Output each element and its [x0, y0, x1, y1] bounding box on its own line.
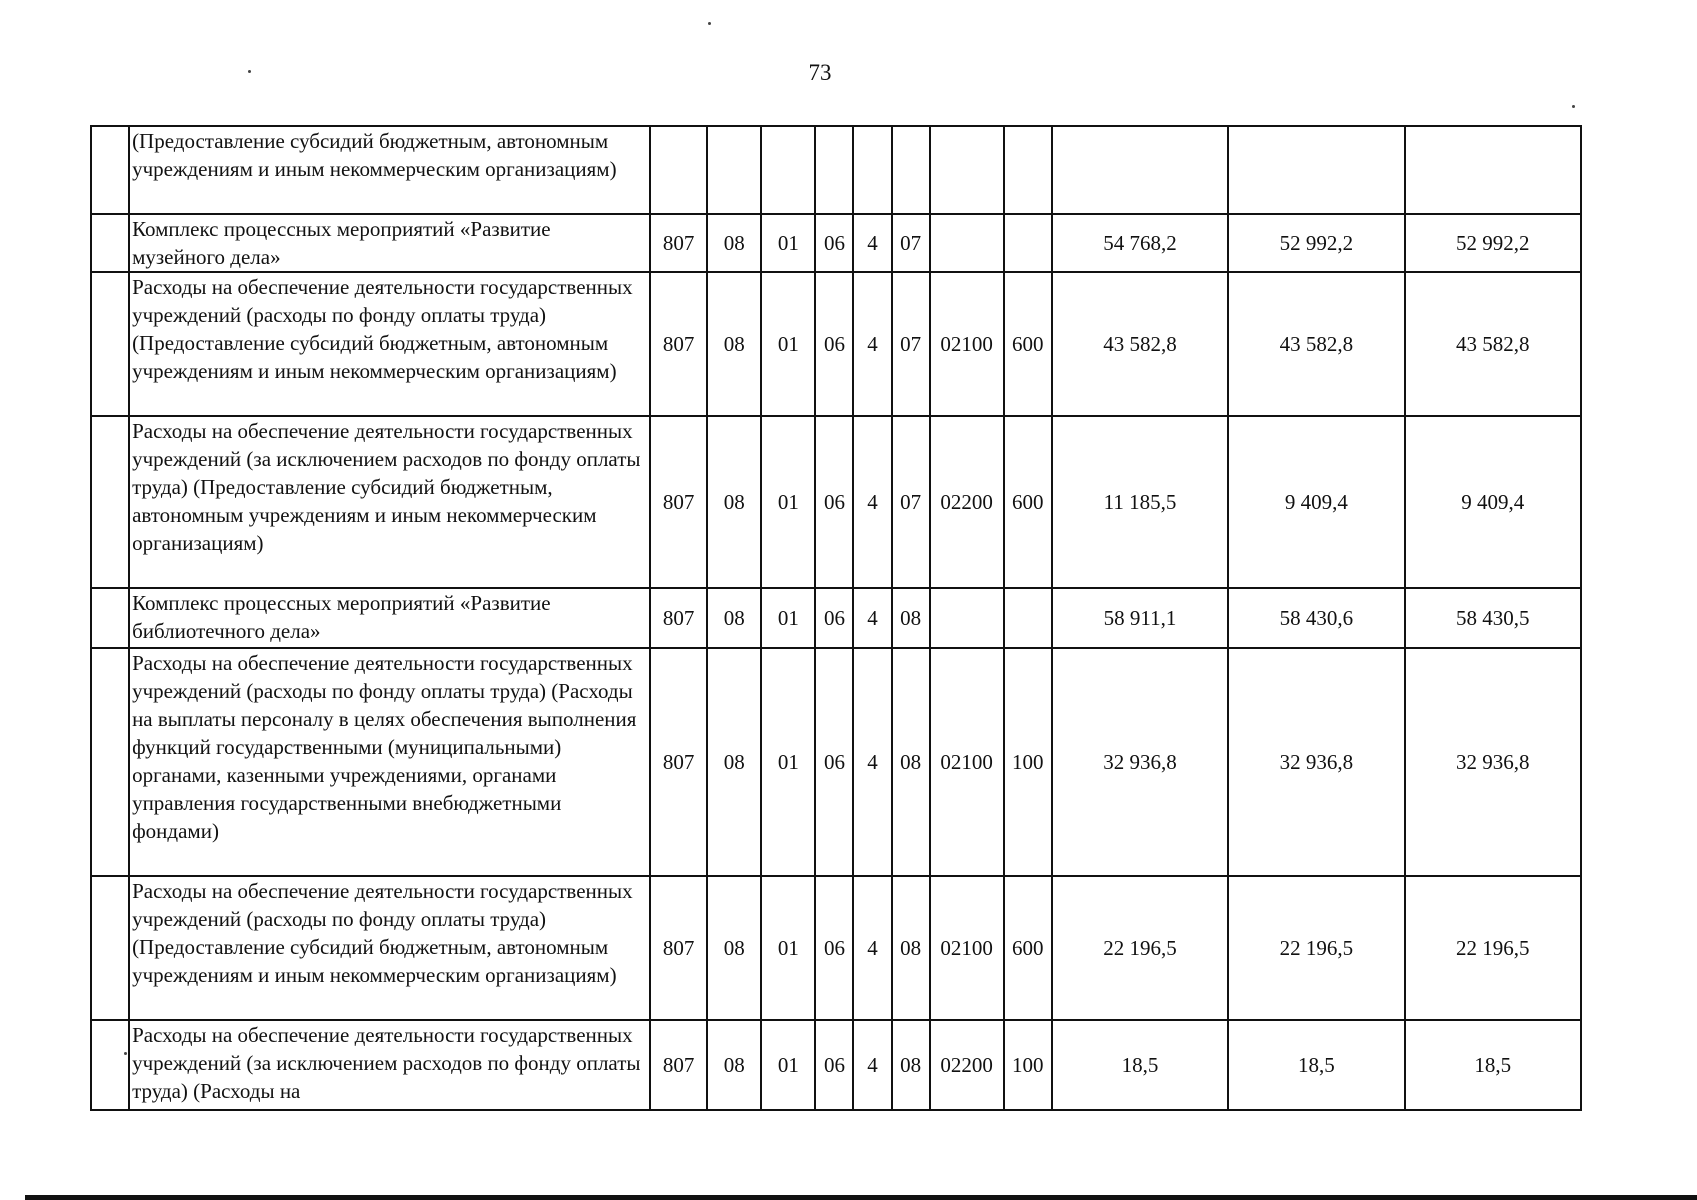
amount-cell: 32 936,8 — [1228, 648, 1404, 876]
code-cell: 08 — [892, 648, 930, 876]
table-row — [91, 1020, 1581, 1110]
code-cell: 06 — [815, 416, 853, 588]
code-cell: 4 — [853, 416, 891, 588]
code-cell — [815, 126, 853, 214]
code-cell: 02100 — [930, 272, 1004, 416]
description-cell: Расходы на обеспечение деятельности государственных учреждений (расходы по фонду оплаты труда) (Предоставление субсидий бюджетным, автономным учреждениям и иным некоммерческим организациям) — [129, 876, 650, 1020]
code-cell: 4 — [853, 648, 891, 876]
code-cell — [892, 126, 930, 214]
code-cell: 4 — [853, 1020, 891, 1110]
description-cell: Расходы на обеспечение деятельности государственных учреждений (расходы по фонду оплаты труда) (Предоставление субсидий бюджетным, автономным учреждениям и иным некоммерческим организациям) — [129, 272, 650, 416]
scan-bottom-edge — [25, 1195, 1697, 1200]
code-cell: 600 — [1004, 876, 1052, 1020]
code-cell — [1004, 126, 1052, 214]
amount-cell — [1228, 126, 1404, 214]
code-cell: 08 — [707, 416, 761, 588]
row-number-cell — [91, 272, 129, 416]
code-cell: 06 — [815, 1020, 853, 1110]
code-cell: 01 — [761, 876, 815, 1020]
code-cell: 100 — [1004, 648, 1052, 876]
row-number-cell — [91, 648, 129, 876]
code-cell — [650, 126, 707, 214]
code-cell: 807 — [650, 588, 707, 648]
amount-cell: 43 582,8 — [1052, 272, 1228, 416]
amount-cell — [1405, 126, 1581, 214]
code-cell: 807 — [650, 1020, 707, 1110]
code-cell: 01 — [761, 272, 815, 416]
amount-cell: 18,5 — [1052, 1020, 1228, 1110]
amount-cell: 22 196,5 — [1405, 876, 1581, 1020]
code-cell: 4 — [853, 272, 891, 416]
code-cell: 01 — [761, 214, 815, 272]
code-cell: 01 — [761, 1020, 815, 1110]
code-cell: 600 — [1004, 272, 1052, 416]
table-row — [91, 588, 1581, 648]
code-cell — [930, 588, 1004, 648]
amount-cell: 22 196,5 — [1228, 876, 1404, 1020]
amount-cell: 11 185,5 — [1052, 416, 1228, 588]
scan-speck — [248, 70, 251, 73]
code-cell — [761, 126, 815, 214]
table-row — [91, 876, 1581, 1020]
code-cell: 807 — [650, 416, 707, 588]
description-cell: Расходы на обеспечение деятельности государственных учреждений (за исключением расходов по фонду оплаты труда) (Расходы на — [129, 1020, 650, 1110]
code-cell: 08 — [707, 214, 761, 272]
scan-speck — [708, 22, 711, 25]
row-number-cell — [91, 1020, 129, 1110]
table-row — [91, 214, 1581, 272]
code-cell: 01 — [761, 416, 815, 588]
code-cell: 08 — [707, 876, 761, 1020]
code-cell: 02100 — [930, 876, 1004, 1020]
code-cell: 08 — [892, 1020, 930, 1110]
row-number-cell — [91, 416, 129, 588]
code-cell: 06 — [815, 214, 853, 272]
amount-cell — [1052, 126, 1228, 214]
code-cell: 807 — [650, 272, 707, 416]
code-cell: 06 — [815, 272, 853, 416]
table-row — [91, 648, 1581, 876]
description-cell: Комплекс процессных мероприятий «Развитие музейного дела» — [129, 214, 650, 272]
amount-cell: 43 582,8 — [1405, 272, 1581, 416]
code-cell: 08 — [707, 588, 761, 648]
amount-cell: 22 196,5 — [1052, 876, 1228, 1020]
amount-cell: 52 992,2 — [1405, 214, 1581, 272]
code-cell: 600 — [1004, 416, 1052, 588]
amount-cell: 18,5 — [1405, 1020, 1581, 1110]
scan-speck — [1572, 105, 1575, 108]
table-row — [91, 416, 1581, 588]
amount-cell: 52 992,2 — [1228, 214, 1404, 272]
code-cell: 08 — [707, 1020, 761, 1110]
code-cell — [853, 126, 891, 214]
amount-cell: 9 409,4 — [1228, 416, 1404, 588]
amount-cell: 32 936,8 — [1405, 648, 1581, 876]
code-cell — [707, 126, 761, 214]
amount-cell: 58 911,1 — [1052, 588, 1228, 648]
code-cell: 4 — [853, 588, 891, 648]
amount-cell: 18,5 — [1228, 1020, 1404, 1110]
code-cell: 06 — [815, 876, 853, 1020]
amount-cell: 43 582,8 — [1228, 272, 1404, 416]
code-cell — [930, 126, 1004, 214]
page-number: 73 — [808, 60, 832, 85]
code-cell: 02200 — [930, 1020, 1004, 1110]
table-row — [91, 272, 1581, 416]
code-cell: 807 — [650, 648, 707, 876]
code-cell: 807 — [650, 214, 707, 272]
code-cell: 07 — [892, 416, 930, 588]
description-cell: Расходы на обеспечение деятельности государственных учреждений (расходы по фонду оплаты труда) (Расходы на выплаты персоналу в целях обеспечения выполнения функций государственными (муниципальными) органами, казенными учреждениями, органами управления государственными внебюджетными фондами) — [129, 648, 650, 876]
code-cell: 08 — [892, 588, 930, 648]
code-cell: 4 — [853, 876, 891, 1020]
code-cell: 01 — [761, 648, 815, 876]
code-cell: 01 — [761, 588, 815, 648]
code-cell: 06 — [815, 648, 853, 876]
row-number-cell — [91, 214, 129, 272]
row-number-cell — [91, 126, 129, 214]
scan-speck — [124, 1052, 127, 1055]
amount-cell: 58 430,5 — [1405, 588, 1581, 648]
code-cell: 02100 — [930, 648, 1004, 876]
amount-cell: 9 409,4 — [1405, 416, 1581, 588]
code-cell: 08 — [707, 648, 761, 876]
description-cell: (Предоставление субсидий бюджетным, автономным учреждениям и иным некоммерческим организациям) — [129, 126, 650, 214]
row-number-cell — [91, 588, 129, 648]
budget-table — [90, 125, 1582, 1111]
code-cell: 08 — [892, 876, 930, 1020]
code-cell: 06 — [815, 588, 853, 648]
code-cell: 07 — [892, 272, 930, 416]
code-cell — [1004, 588, 1052, 648]
description-cell: Комплекс процессных мероприятий «Развитие библиотечного дела» — [129, 588, 650, 648]
code-cell — [1004, 214, 1052, 272]
code-cell: 07 — [892, 214, 930, 272]
code-cell: 100 — [1004, 1020, 1052, 1110]
code-cell: 807 — [650, 876, 707, 1020]
code-cell: 08 — [707, 272, 761, 416]
code-cell: 4 — [853, 214, 891, 272]
description-cell: Расходы на обеспечение деятельности государственных учреждений (за исключением расходов по фонду оплаты труда) (Предоставление субсидий бюджетным, автономным учреждениям и иным некоммерческим организациям) — [129, 416, 650, 588]
row-number-cell — [91, 876, 129, 1020]
amount-cell: 54 768,2 — [1052, 214, 1228, 272]
table-row — [91, 126, 1581, 214]
amount-cell: 58 430,6 — [1228, 588, 1404, 648]
amount-cell: 32 936,8 — [1052, 648, 1228, 876]
code-cell — [930, 214, 1004, 272]
code-cell: 02200 — [930, 416, 1004, 588]
